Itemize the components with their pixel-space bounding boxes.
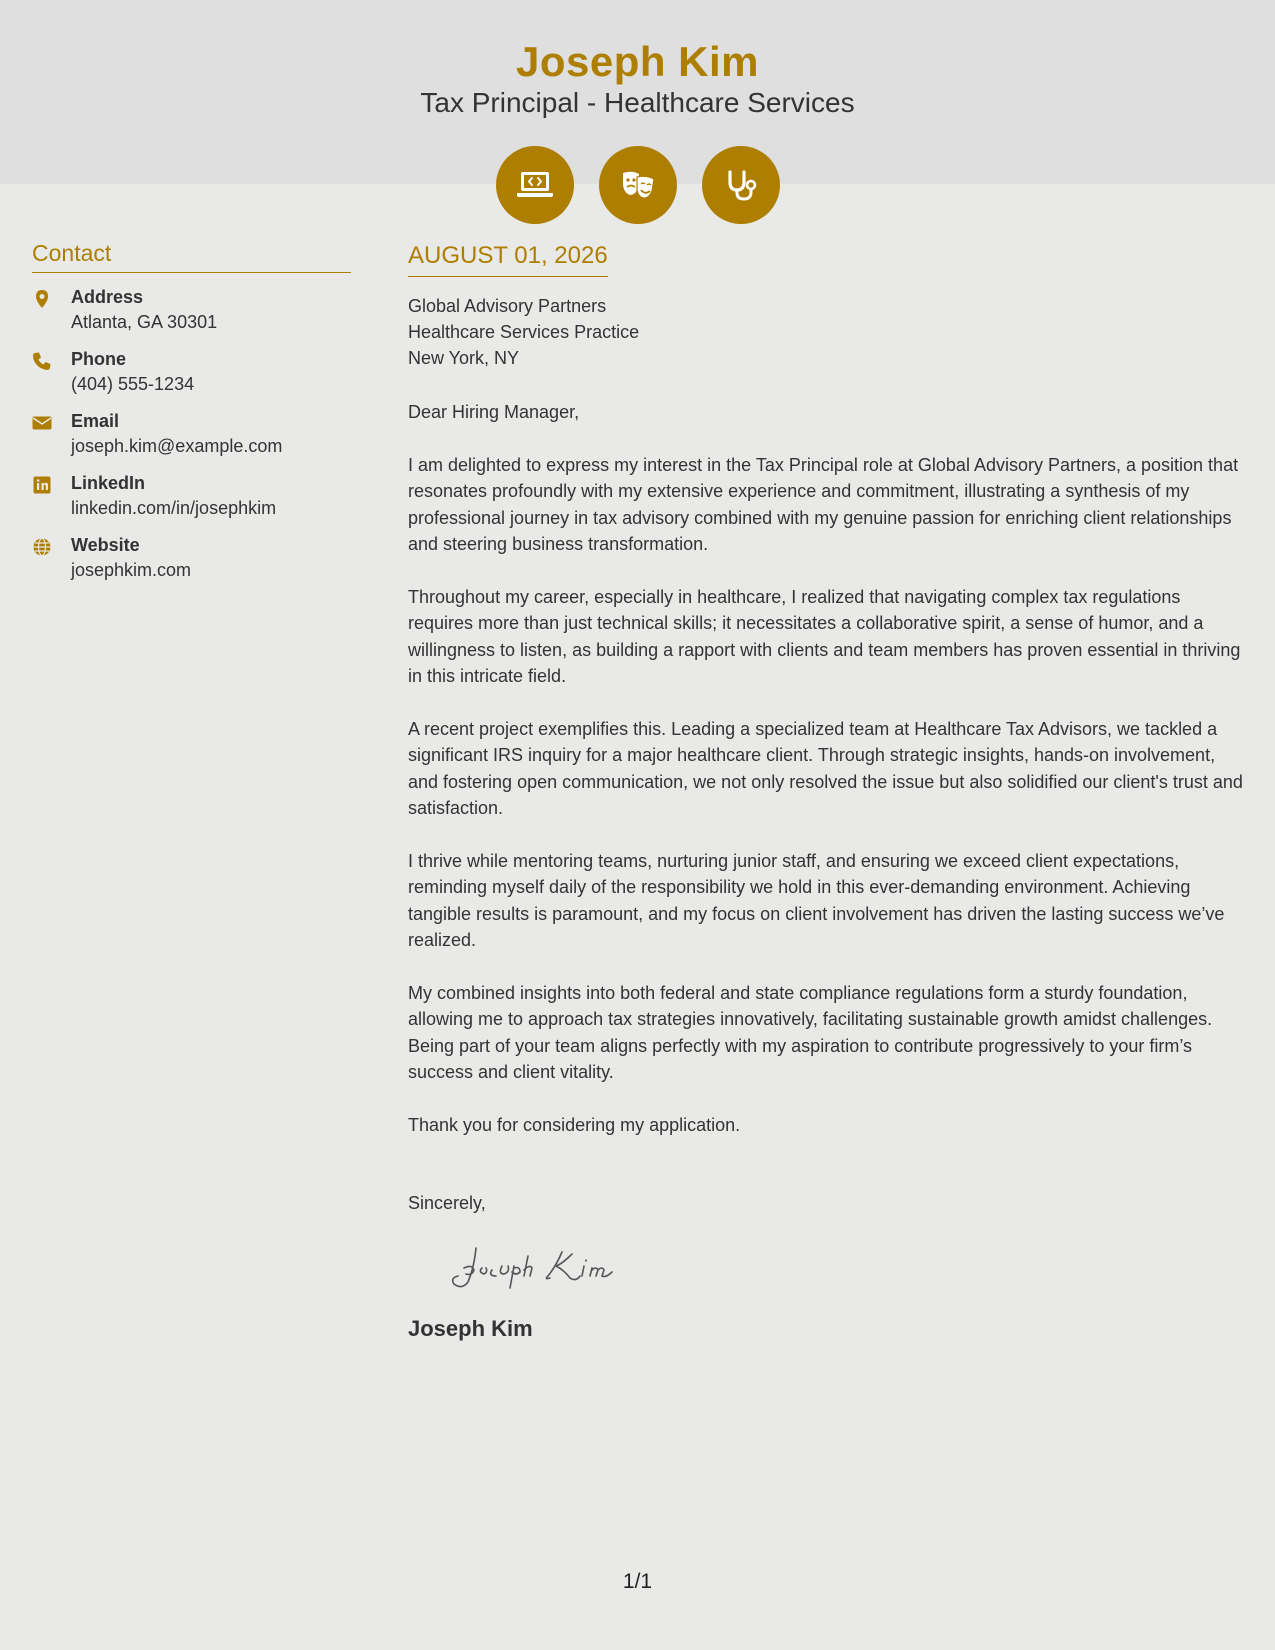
phone-value: (404) 555-1234 [71,374,195,394]
email-label: Email [71,411,120,431]
laptop-code-badge [496,146,574,224]
contact-website [32,533,351,583]
paragraph: Throughout my career, especially in healthcare, I realized that navigating complex tax regulations requires more than just technical skills; it necessitates a collaborative spirit, a sense of humor, and a willingness to listen, as building a rapport with clients and team members has proven essential in thriving in this intricate field. [408,586,1241,686]
paragraph: A recent project exemplifies this. Leading a specialized team at Healthcare Tax Advisors, we tackled a significant IRS inquiry for a major healthcare client. Through strategic insights, hands-on involvement, and fostering open communication, we not only resolved the issue but also solidified our client's trust and satisfaction. [408,718,1243,818]
contact-linkedin [32,471,351,521]
theater-masks-badge [599,146,677,224]
linkedin-label: LinkedIn [71,473,146,493]
paragraph: Thank you for considering my application. [408,1114,741,1135]
paragraph: My combined insights into both federal and state compliance regulations form a sturdy foundation, allowing me to approach tax strategies innovatively, facilitating sustainable growth amidst challenges. Being part of your team aligns perfectly with my aspiration to contribute progressively to your firm’s success and client vitality. [408,982,1213,1082]
website-label: Website [71,535,140,555]
recipient-line: Healthcare Services Practice [408,322,640,342]
laptop-code-icon [515,165,555,205]
contact-phone [32,347,351,397]
recipient-block [408,293,1244,371]
greeting: Dear Hiring Manager, [408,402,580,422]
contact-heading: Contact [32,238,351,273]
paragraph: I am delighted to express my interest in the Tax Principal role at Global Advisory Partners, a position that resonates profoundly with my extensive experience and commitment, illustrating a synthesis of my professional journey in tax advisory combined with my genuine passion for enriching client relationships and steering business transformation. [408,454,1239,554]
address-value: Atlanta, GA 30301 [71,312,218,332]
handwritten-signature [444,1238,1244,1298]
contact-email [32,409,351,459]
paragraph: I thrive while mentoring teams, nurturing junior staff, and ensuring we exceed client expectations, reminding myself daily of the responsibility we hold in this ever-demanding environment. Achieving tangible results is paramount, and my focus on client involvement has driven the lasting success we’ve realized. [408,850,1225,950]
letter-body [408,238,1244,1344]
linkedin-icon [32,475,52,495]
website-value: josephkim.com [71,560,192,580]
stethoscope-icon [721,165,761,205]
linkedin-value: linkedin.com/in/josephkim [71,498,277,518]
email-value: joseph.kim@example.com [71,436,283,456]
recipient-line: Global Advisory Partners [408,296,607,316]
stethoscope-badge [702,146,780,224]
page-number: 1/1 [622,1570,653,1593]
signature-drawing [444,1238,644,1298]
phone-icon [32,351,52,371]
theater-masks-icon [618,165,658,205]
job-title: Tax Principal - Healthcare Services [420,87,855,118]
envelope-icon [32,413,52,433]
recipient-line: New York, NY [408,348,520,368]
letter-date: AUGUST 01, 2026 [408,238,608,277]
signer-name: Joseph Kim [408,1316,533,1341]
address-label: Address [71,287,144,307]
contact-address [32,285,351,335]
applicant-name: Joseph Kim [515,38,760,85]
closing: Sincerely, [408,1193,486,1213]
phone-label: Phone [71,349,127,369]
map-pin-icon [32,289,52,309]
globe-icon [32,537,52,557]
contact-sidebar [32,238,351,583]
